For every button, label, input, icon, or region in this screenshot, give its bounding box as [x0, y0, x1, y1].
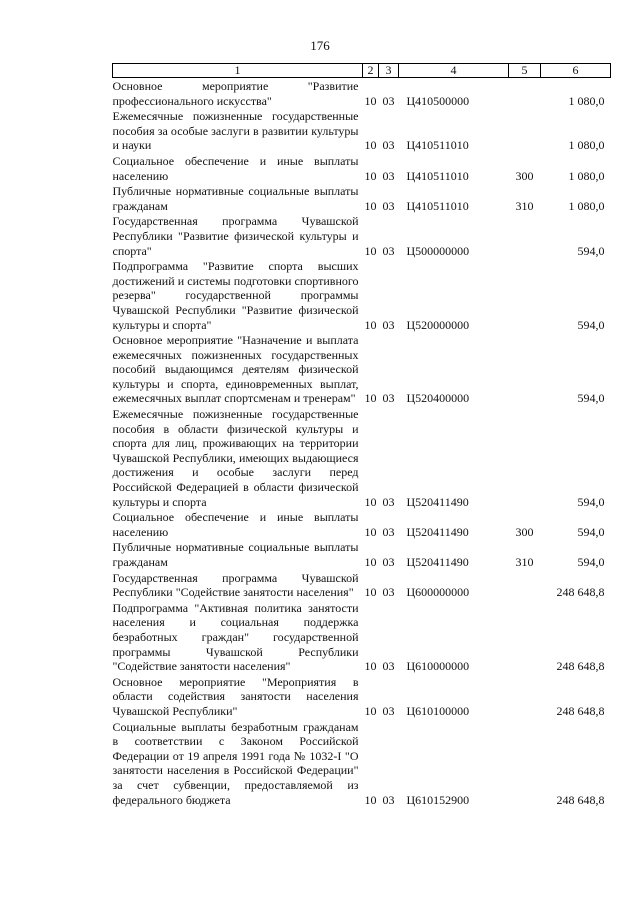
- row-subsection-code: 03: [382, 243, 395, 258]
- row-description: Ежемесячные пожизненные государственные пособия за особые заслуги в развитии культуры и науки: [112, 109, 359, 153]
- row-description: Публичные нормативные социальные выплаты гражданам: [112, 540, 359, 569]
- row-amount: 594,0: [577, 317, 605, 332]
- row-target-article: Ц520411490: [406, 555, 469, 569]
- row-amount: 248 648,8: [556, 792, 605, 807]
- row-amount: 248 648,8: [556, 659, 605, 674]
- row-section-code: 10: [364, 391, 377, 406]
- row-expense-type: [509, 258, 541, 332]
- row-description: Социальное обеспечение и иные выплаты населению: [112, 510, 359, 539]
- row-section-code: 10: [364, 198, 377, 213]
- row-amount: 248 648,8: [556, 585, 605, 600]
- table-row: [113, 183, 611, 213]
- row-amount: 594,0: [577, 243, 605, 258]
- table-row: [113, 406, 611, 509]
- row-subsection-code: 03: [382, 555, 395, 569]
- row-amount: 594,0: [577, 391, 605, 406]
- page-number: 176: [310, 38, 330, 53]
- row-amount: 594,0: [577, 494, 605, 509]
- table-row: [113, 258, 611, 332]
- row-amount: 1 080,0: [568, 198, 605, 213]
- row-target-article: Ц520000000: [406, 317, 470, 332]
- row-target-article: Ц410511010: [406, 198, 469, 213]
- row-target-article: Ц520400000: [406, 391, 470, 406]
- row-amount: 594,0: [577, 524, 605, 539]
- row-target-article: Ц610100000: [406, 703, 470, 718]
- row-description: Ежемесячные пожизненные государственные пособия в области физической культуры и спорта для лиц, проживающих на территории Чувашской Республики, имеющих выдающиеся достижения и особые заслуги перед Российской Федерацией в области физической культуры и спорта: [112, 407, 359, 509]
- row-description: Социальное обеспечение и иные выплаты населению: [112, 153, 359, 183]
- header-col-4: 4: [399, 64, 509, 78]
- row-amount: 594,0: [577, 555, 605, 569]
- table-row: [113, 153, 611, 183]
- row-section-code: 10: [364, 585, 377, 600]
- row-description: Подпрограмма "Активная политика занятости населения и социальная поддержка безработных граждан" государственной программы Чувашской Республики "Содействие занятости населения": [112, 600, 359, 674]
- table-row: [113, 539, 611, 569]
- header-col-1: 1: [113, 64, 363, 78]
- row-target-article: Ц410500000: [406, 93, 470, 108]
- row-subsection-code: 03: [382, 585, 395, 600]
- row-target-article: Ц500000000: [406, 243, 470, 258]
- row-section-code: 10: [364, 317, 377, 332]
- row-subsection-code: 03: [382, 198, 395, 213]
- row-description: Публичные нормативные социальные выплаты гражданам: [112, 184, 359, 213]
- table-row: [113, 108, 611, 153]
- row-section-code: 10: [364, 243, 377, 258]
- row-expense-type: 300: [515, 524, 534, 539]
- row-amount: 1 080,0: [568, 93, 605, 108]
- table-row: [113, 674, 611, 719]
- row-subsection-code: 03: [382, 93, 395, 108]
- row-target-article: Ц610152900: [406, 792, 470, 807]
- row-description: Государственная программа Чувашской Республики "Развитие физической культуры и спорта": [112, 214, 359, 258]
- row-expense-type: [509, 674, 541, 719]
- row-section-code: 10: [364, 93, 377, 108]
- row-target-article: Ц410511010: [406, 138, 469, 153]
- row-subsection-code: 03: [382, 524, 395, 539]
- row-expense-type: [509, 332, 541, 406]
- table-row: [113, 78, 611, 109]
- row-target-article: Ц520411490: [406, 524, 469, 539]
- row-subsection-code: 03: [382, 792, 395, 807]
- row-expense-type: 300: [515, 168, 534, 183]
- table-row: [113, 213, 611, 258]
- row-description: Подпрограмма "Развитие спорта высших достижений и системы подготовки спортивного резерва" государственной программы Чувашской Республики "Развитие физической культуры и спорта": [112, 259, 359, 332]
- header-row: [113, 64, 611, 78]
- row-description: Основное мероприятие "Назначение и выплата ежемесячных пожизненных государственных пособий выдающимся деятелям физической культуры и спорта, единовременных выплат, ежемесячных выплат спортсменам и тренерам": [112, 333, 359, 406]
- row-section-code: 10: [364, 168, 377, 183]
- row-section-code: 10: [364, 494, 377, 509]
- row-amount: 248 648,8: [556, 703, 605, 718]
- row-section-code: 10: [364, 138, 377, 153]
- table-row: [113, 509, 611, 539]
- table-header: [113, 64, 611, 78]
- row-expense-type: [509, 406, 541, 509]
- table-row: [113, 332, 611, 406]
- row-subsection-code: 03: [382, 168, 395, 183]
- row-expense-type: [509, 108, 541, 153]
- row-subsection-code: 03: [382, 391, 395, 406]
- header-col-6: 6: [541, 64, 611, 78]
- row-expense-type: [509, 78, 541, 109]
- budget-table: [112, 63, 611, 807]
- row-subsection-code: 03: [382, 494, 395, 509]
- row-target-article: Ц610000000: [406, 659, 470, 674]
- row-expense-type: [509, 570, 541, 600]
- row-section-code: 10: [364, 555, 377, 569]
- row-target-article: Ц520411490: [406, 494, 469, 509]
- row-subsection-code: 03: [382, 703, 395, 718]
- row-section-code: 10: [364, 703, 377, 718]
- header-col-2: 2: [363, 64, 379, 78]
- table-body: [113, 78, 611, 808]
- row-target-article: Ц600000000: [406, 585, 470, 600]
- table-row: [113, 719, 611, 808]
- row-subsection-code: 03: [382, 317, 395, 332]
- row-expense-type: [509, 719, 541, 808]
- row-amount: 1 080,0: [568, 168, 605, 183]
- header-col-5: 5: [509, 64, 541, 78]
- row-expense-type: 310: [515, 198, 534, 213]
- row-subsection-code: 03: [382, 138, 395, 153]
- row-description: Основное мероприятие "Мероприятия в области содействия занятости населения Чувашской Республики": [112, 674, 359, 718]
- table-row: [113, 600, 611, 674]
- row-expense-type: [509, 600, 541, 674]
- row-section-code: 10: [364, 792, 377, 807]
- row-section-code: 10: [364, 659, 377, 674]
- row-amount: 1 080,0: [568, 138, 605, 153]
- row-expense-type: 310: [515, 555, 534, 569]
- row-description: Социальные выплаты безработным гражданам в соответствии с Законом Российской Федерации от 19 апреля 1991 года № 1032-I "О занятости населения в Российской Федерации" за счет субвенции, предоставляемой из федерального бюджета: [112, 719, 359, 807]
- row-description: Государственная программа Чувашской Республики "Содействие занятости населения": [112, 570, 359, 600]
- table-row: [113, 570, 611, 600]
- row-expense-type: [509, 213, 541, 258]
- header-col-3: 3: [379, 64, 399, 78]
- row-description: Основное мероприятие "Развитие профессионального искусства": [112, 79, 359, 108]
- row-section-code: 10: [364, 524, 377, 539]
- row-subsection-code: 03: [382, 659, 395, 674]
- row-target-article: Ц410511010: [406, 168, 469, 183]
